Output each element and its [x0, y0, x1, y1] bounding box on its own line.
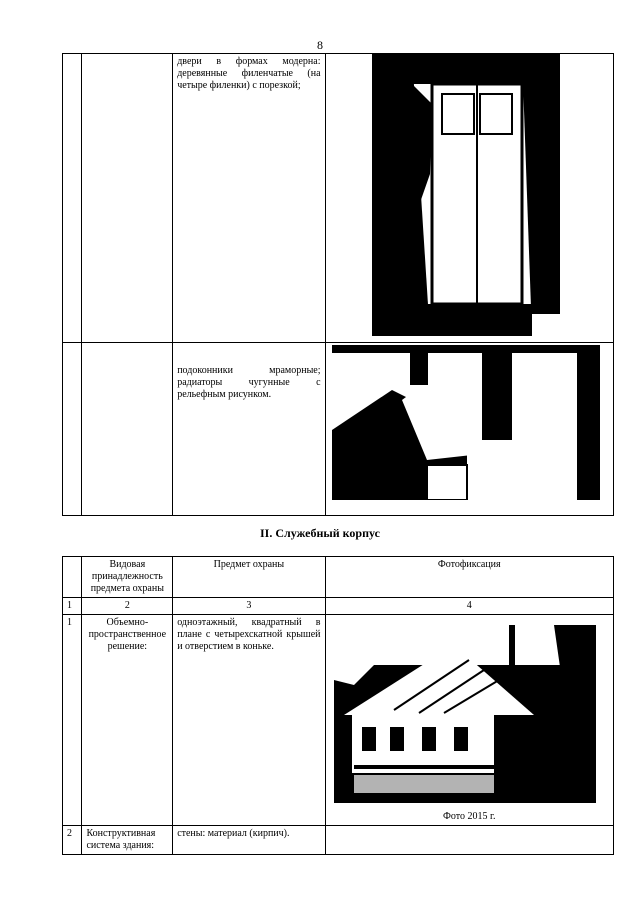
table-cell-type	[82, 343, 173, 516]
table-row	[63, 343, 614, 516]
column-number: 3	[173, 598, 325, 615]
row-photo-cell	[325, 615, 613, 826]
table-row	[63, 54, 614, 343]
photo-caption: Фото 2015 г.	[443, 811, 496, 822]
section-title: II. Служебный корпус	[260, 526, 380, 540]
header-cell-subject: Предмет охраны	[173, 557, 325, 598]
top-table	[62, 53, 614, 516]
table-cell-subject: подоконники мраморные; радиаторы чугунные с рельефным рисунком.	[173, 343, 325, 516]
table-cell-subject: двери в формах модерна: деревянные филенчатые (на четыре филенки) с порезкой;	[173, 54, 325, 343]
row-subject: одноэтажный, квадратный в плане с четырехскатной крышей и отверстием в коньке.	[173, 615, 325, 826]
column-number: 2	[82, 598, 173, 615]
service-building-photo	[334, 625, 596, 803]
protection-table	[62, 556, 614, 855]
table-cell-type	[82, 54, 173, 343]
row-type: Объемно-пространственное решение:	[82, 615, 173, 826]
table-cell-number	[63, 54, 82, 343]
row-type: Конструктивная система здания:	[82, 826, 173, 855]
column-number: 1	[63, 598, 82, 615]
row-subject: стены: материал (кирпич).	[173, 826, 325, 855]
table-row	[63, 826, 614, 855]
table-numbers-row	[63, 598, 614, 615]
windowsill-radiator-photo	[332, 345, 600, 500]
door-photo	[372, 54, 560, 336]
table-cell-number	[63, 343, 82, 516]
table-cell-photo	[325, 343, 613, 516]
page-number: 8	[317, 38, 323, 52]
row-number: 1	[63, 615, 82, 826]
table-row	[63, 615, 614, 826]
header-cell-photo: Фотофиксация	[325, 557, 613, 598]
column-number: 4	[325, 598, 613, 615]
header-cell-type: Видовая принадлежность предмета охраны	[82, 557, 173, 598]
table-header-row	[63, 557, 614, 598]
header-cell	[63, 557, 82, 598]
row-photo-cell	[325, 826, 613, 855]
row-number: 2	[63, 826, 82, 855]
table-cell-photo	[325, 54, 613, 343]
